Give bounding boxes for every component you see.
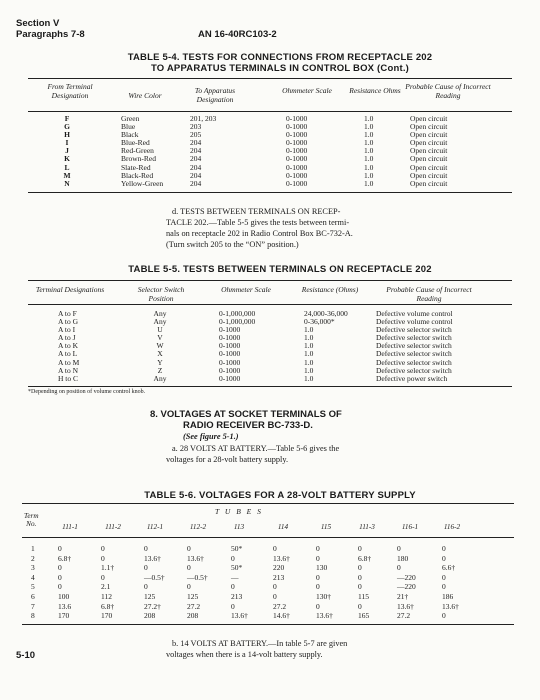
t55-cell: Defective volume control (376, 309, 453, 318)
t56-cell: 125 (144, 591, 156, 601)
t54-header-terminal: From Terminal Designation (47, 82, 93, 100)
t55-cell: 0-1,000,000 (219, 309, 256, 318)
t56-cell: 0 (397, 544, 401, 553)
section-text: Section V (16, 18, 60, 29)
t56-cell: 0 (231, 553, 235, 563)
t56-cell: 0 (442, 544, 446, 553)
paragraphs-text: Paragraphs 7-8 (16, 29, 85, 40)
table-5-4-top-rule (28, 78, 512, 79)
t54-cell: 1.0 (364, 154, 374, 164)
para-a-line1: a. 28 VOLTS AT BATTERY.—Table 5-6 gives the (172, 444, 340, 453)
t56-col-113 (231, 544, 248, 621)
t54-header-wire: Wire Color (128, 91, 162, 100)
t55-cell: Defective selector switch (376, 333, 452, 343)
t56-cell: 27.2 (273, 601, 287, 611)
t54-cell: 1.0 (364, 122, 374, 132)
t55-cell: 0-1000 (219, 357, 241, 367)
t56-cell: 13.6† (442, 601, 459, 611)
t54-cell: Slate-Red (121, 162, 151, 172)
paragraph-d (166, 206, 353, 250)
t54-cell: J (65, 146, 69, 156)
t55-cell: 0-1000 (219, 365, 241, 375)
t54-header-cause: Probable Cause of Incorrect Reading (405, 82, 491, 100)
t55-header-cause: Probable Cause of Incorrect Reading (386, 285, 472, 303)
t55-cell: 1.0 (304, 349, 314, 359)
paragraph-a (166, 443, 339, 465)
t55-col-position (140, 310, 180, 383)
t54-cell: 0-1000 (286, 130, 308, 140)
para-d-line: d. TESTS BETWEEN TERMINALS ON RECEP- (172, 207, 341, 216)
t55-cell: 1.0 (304, 333, 314, 343)
paragraph-b (166, 638, 347, 660)
section-8-heading-line1: 8. VOLTAGES AT SOCKET TERMINALS OF (150, 409, 342, 420)
t55-header-resistance: Resistance (Ohms) (301, 285, 359, 294)
t56-cell: —0.5† (144, 572, 165, 582)
t54-cell: 1.0 (364, 138, 374, 148)
t56-cell: 5 (31, 582, 35, 592)
t56-cell: 0 (231, 601, 235, 611)
t54-cell: Blue-Red (121, 138, 150, 148)
t56-cell: 1.1† (101, 563, 115, 573)
term-label-2: No. (26, 520, 37, 528)
t55-cell: Any (153, 373, 167, 383)
t56-cell: 180 (397, 553, 409, 563)
t56-cell: 125 (187, 591, 199, 601)
t56-cell: 0 (187, 544, 191, 553)
term-label-1: Term (24, 512, 39, 520)
t56-cell: 3 (31, 563, 35, 573)
t55-cell: 0-36,000* (304, 317, 335, 327)
t56-cell: 186 (442, 591, 454, 601)
t55-cell: 1.0 (304, 365, 314, 375)
t56-header: 111-2 (105, 523, 121, 531)
t54-col-wire (121, 115, 163, 188)
t54-cell: 204 (190, 162, 202, 172)
t56-header: 111-3 (359, 523, 375, 531)
t56-cell: 0 (273, 544, 277, 553)
table-5-6-header-rule (22, 537, 514, 538)
t56-cell: 170 (101, 611, 113, 621)
t56-cell: 4 (31, 572, 35, 582)
para-d-line: TACLE 202.—Table 5-5 gives the tests between termi- (166, 218, 350, 227)
t54-cell: 0-1000 (286, 146, 308, 156)
t56-col-116-1 (397, 544, 416, 621)
t54-cell: Open circuit (410, 122, 448, 132)
t55-col-terminals (58, 310, 79, 383)
t56-cell: 112 (101, 591, 112, 601)
t54-cell: Green (121, 114, 140, 123)
t56-cell: 213 (273, 572, 285, 582)
t55-cell: 1.0 (304, 341, 314, 351)
t55-cell: A to F (58, 309, 77, 318)
t56-cell: 0 (442, 572, 446, 582)
t55-cell: 0-1000 (219, 373, 241, 383)
t56-cell: 0 (101, 544, 105, 553)
see-figure-note: (See figure 5-1.) (183, 432, 239, 441)
t56-cell: 13.6† (231, 611, 248, 621)
t56-cell: —220 (397, 582, 416, 592)
t54-cell: 1.0 (364, 178, 374, 188)
t55-cell: 0-1000 (219, 325, 241, 335)
section-8-heading (150, 409, 342, 431)
t56-cell: 6.8† (58, 553, 72, 563)
t56-cell: 220 (273, 563, 285, 573)
t54-cell: Black-Red (121, 170, 154, 180)
table-5-4-bottom-rule (28, 192, 512, 193)
t56-cell: —220 (397, 572, 416, 582)
t54-cell: Blue (121, 122, 136, 132)
t55-cell: Defective volume control (376, 317, 453, 327)
t56-cell: 0 (442, 582, 446, 592)
t55-cell: A to J (58, 333, 76, 343)
term-no-header (24, 512, 39, 528)
t56-cell: —0.5† (187, 572, 208, 582)
t55-cell: W (156, 341, 164, 351)
t56-cell: 6 (31, 591, 35, 601)
t54-cell: Open circuit (410, 178, 448, 188)
t54-cell: Open circuit (410, 114, 448, 123)
t56-col-112-2 (187, 544, 208, 621)
t56-cell: 0 (316, 544, 320, 553)
t56-cell: — (231, 572, 239, 582)
page-number: 5-10 (16, 650, 36, 661)
t56-cell: 6.6† (442, 563, 456, 573)
t54-cell: N (64, 178, 70, 188)
para-a-line2: voltages for a 28-volt battery supply. (166, 455, 289, 464)
t55-cell: 24,000-36,000 (304, 309, 348, 318)
t56-cell: 208 (187, 611, 199, 621)
t56-header: 115 (320, 523, 332, 531)
t56-cell: 0 (358, 582, 362, 592)
t56-cell: 0 (442, 553, 446, 563)
t55-header-scale: Ohmmeter Scale (221, 285, 271, 294)
table-5-5-title: TABLE 5-5. TESTS BETWEEN TERMINALS ON RECEPTACLE 202 (128, 264, 432, 275)
t55-cell: V (157, 333, 163, 343)
t55-header-position: Selector Switch Position (137, 285, 185, 303)
t54-cell: F (64, 114, 70, 123)
t55-cell: 0-1000 (219, 333, 241, 343)
t56-cell: 27.2 (187, 601, 201, 611)
t56-col-111-3 (358, 544, 371, 621)
t54-cell: L (64, 162, 70, 172)
t56-cell: 27.2 (397, 611, 411, 621)
t56-cell: 213 (231, 591, 243, 601)
t56-col-116-2 (442, 544, 459, 621)
t54-cell: 0-1000 (286, 162, 308, 172)
t56-cell: 6.8† (358, 553, 372, 563)
para-d-line: nals on receptacle 202 in Radio Control Box BC-732-A. (166, 229, 353, 238)
t55-cell: Defective selector switch (376, 325, 452, 335)
t56-cell: 0 (231, 582, 235, 592)
t56-col-111-1 (58, 544, 71, 621)
t54-col-apparatus (190, 115, 216, 188)
t56-cell: 0 (101, 572, 105, 582)
t55-cell: 0-1,000,000 (219, 317, 256, 327)
t56-cell: 165 (358, 611, 370, 621)
t55-cell: A to G (58, 317, 79, 327)
t55-cell: 1.0 (304, 357, 314, 367)
t56-header: 113 (233, 523, 245, 531)
t56-cell: 50* (231, 563, 243, 573)
t55-col-resistance (304, 310, 348, 383)
t55-cell: X (157, 349, 163, 359)
t56-col-114 (273, 544, 290, 621)
t56-cell: 13.6† (187, 553, 204, 563)
para-d-line: (Turn switch 205 to the “ON” position.) (166, 240, 299, 249)
table-5-5-top-rule (28, 280, 512, 281)
t54-cell: 0-1000 (286, 114, 308, 123)
t56-col-112-1 (144, 544, 165, 621)
t56-header: 116-2 (443, 523, 461, 531)
t56-header: 112-1 (146, 523, 164, 531)
table-5-5-header-rule (28, 304, 512, 305)
table-5-5-bottom-rule (28, 386, 512, 387)
t54-cell: 205 (190, 130, 202, 140)
t55-header-terminals: Terminal Designations (35, 285, 105, 294)
t56-cell: 0 (316, 553, 320, 563)
t56-cell: 21† (397, 591, 409, 601)
table-5-4-title-line2: TO APPARATUS TERMINALS IN CONTROL BOX (Cont.) (150, 63, 410, 74)
t56-cell: 13.6† (144, 553, 161, 563)
t54-col-scale (286, 115, 307, 188)
t56-cell: 0 (358, 601, 362, 611)
t54-cell: Brown-Red (121, 154, 156, 164)
t55-cell: U (157, 325, 163, 335)
t55-cell: Any (153, 309, 167, 318)
t56-cell: 0 (101, 553, 105, 563)
t54-cell: I (65, 138, 69, 148)
t54-cell: 1.0 (364, 170, 374, 180)
t56-cell: 0 (358, 544, 362, 553)
t54-cell: M (63, 170, 71, 180)
t56-cell: 0 (144, 544, 148, 553)
t56-cell: 130 (316, 563, 328, 573)
table-5-4-header-rule (28, 111, 512, 112)
t56-cell: 0 (58, 544, 62, 553)
t54-cell: Open circuit (410, 154, 448, 164)
t56-cell: 13.6† (316, 611, 333, 621)
t54-header-apparatus: To Apparatus Designation (194, 86, 236, 104)
t54-cell: 204 (190, 138, 202, 148)
table-5-6-top-rule (22, 503, 514, 504)
t56-cell: 0 (144, 582, 148, 592)
t54-col-terminal (60, 115, 74, 188)
t56-cell: 0 (58, 572, 62, 582)
t54-cell: Open circuit (410, 162, 448, 172)
t56-cell: 0 (358, 572, 362, 582)
t56-cell: 0 (58, 563, 62, 573)
t56-cell: 13.6 (58, 601, 72, 611)
t56-cell: 0 (442, 611, 446, 621)
t56-cell: 6.8† (101, 601, 115, 611)
t56-cell: 13.6† (397, 601, 414, 611)
t56-header: 112-2 (189, 523, 207, 531)
t54-cell: 0-1000 (286, 138, 308, 148)
t56-header: 114 (277, 523, 289, 531)
table-5-4-title (60, 52, 500, 74)
t56-cell: 0 (187, 563, 191, 573)
t54-cell: Red-Green (121, 146, 154, 156)
t55-cell: 1.0 (304, 373, 314, 383)
t54-cell: 204 (190, 146, 202, 156)
t56-cell: 100 (58, 591, 70, 601)
t55-col-scale (219, 310, 255, 383)
t56-cell: 27.2† (144, 601, 161, 611)
t56-cell: 0 (358, 563, 362, 573)
t54-cell: 1.0 (364, 130, 374, 140)
t55-cell: A to I (58, 325, 76, 335)
t55-cell: Z (157, 365, 163, 375)
t56-cell: 50* (231, 544, 243, 553)
table-5-4-title-line1: TABLE 5-4. TESTS FOR CONNECTIONS FROM RECEPTACLE 202 (127, 52, 433, 63)
t56-header: 116-1 (401, 523, 419, 531)
t54-cell: G (64, 122, 70, 132)
t54-cell: 201, 203 (190, 114, 217, 123)
tubes-label: T U B E S (215, 507, 263, 516)
t55-cell: Defective power switch (376, 373, 448, 383)
t55-cell: H to C (58, 373, 79, 383)
t56-cell: 208 (144, 611, 156, 621)
t54-cell: 0-1000 (286, 170, 308, 180)
t55-cell: A to K (58, 341, 79, 351)
t56-col-115 (316, 544, 333, 621)
t56-col-term (31, 544, 35, 621)
t56-col-111-2 (101, 544, 114, 621)
t56-cell: 14.6† (273, 611, 290, 621)
t56-cell: 170 (58, 611, 70, 621)
t54-cell: Black (121, 130, 139, 140)
t54-cell: 1.0 (364, 146, 374, 156)
table-5-6-title: TABLE 5-6. VOLTAGES FOR A 28-VOLT BATTERY SUPPLY (144, 490, 416, 501)
t54-cell: 1.0 (364, 114, 374, 123)
section-8-heading-line2: RADIO RECEIVER BC-733-D. (183, 420, 313, 431)
t55-cell: Defective selector switch (376, 357, 452, 367)
t56-cell: 0 (316, 601, 320, 611)
t54-cell: Open circuit (410, 138, 448, 148)
t55-cell: Any (153, 317, 167, 327)
t54-cell: Open circuit (410, 130, 448, 140)
t55-cell: Defective selector switch (376, 341, 452, 351)
t54-cell: 204 (190, 170, 202, 180)
t56-cell: 7 (31, 601, 35, 611)
para-b-line1: b. 14 VOLTS AT BATTERY.—In table 5-7 are given (172, 639, 348, 648)
table-5-5-footnote: *Depending on position of volume control knob. (28, 389, 146, 395)
t55-cell: 0-1000 (219, 349, 241, 359)
t54-cell: 203 (190, 122, 202, 132)
t55-cell: A to M (58, 357, 80, 367)
t54-cell: H (64, 130, 70, 140)
t56-cell: 13.6† (273, 553, 290, 563)
t54-cell: K (64, 154, 70, 164)
t54-header-resistance: Resistance Ohms (349, 86, 401, 95)
document-number: AN 16-40RC103-2 (198, 29, 277, 40)
t55-cell: A to L (58, 349, 78, 359)
t56-header: 111-1 (62, 523, 78, 531)
t56-cell: 0 (144, 563, 148, 573)
t54-cell: Open circuit (410, 146, 448, 156)
t54-cell: Yellow-Green (121, 178, 164, 188)
t54-cell: 0-1000 (286, 178, 308, 188)
t55-cell: Defective selector switch (376, 349, 452, 359)
t56-cell: 0 (187, 582, 191, 592)
t56-cell: 8 (31, 611, 35, 621)
t54-cell: 1.0 (364, 162, 374, 172)
t56-cell: 0 (397, 563, 401, 573)
t55-cell: 1.0 (304, 325, 314, 335)
t54-cell: 204 (190, 154, 202, 164)
t54-cell: 0-1000 (286, 122, 308, 132)
t54-cell: Open circuit (410, 170, 448, 180)
t56-cell: 0 (316, 582, 320, 592)
t54-col-resistance (364, 115, 373, 188)
t54-cell: 0-1000 (286, 154, 308, 164)
t56-cell: 0 (58, 582, 62, 592)
t56-cell: 0 (316, 572, 320, 582)
t56-cell: 115 (358, 591, 369, 601)
t56-cell: 0 (273, 582, 277, 592)
para-b-line2: voltages when there is a 14-volt battery supply. (166, 650, 323, 659)
t56-cell: 0 (273, 591, 277, 601)
t56-cell: 130† (316, 591, 331, 601)
t54-cell: 204 (190, 178, 202, 188)
t56-cell: 1 (31, 544, 35, 553)
t55-cell: Defective selector switch (376, 365, 452, 375)
t55-col-cause (376, 310, 453, 383)
t55-cell: Y (157, 357, 163, 367)
t55-cell: 0-1000 (219, 341, 241, 351)
t56-cell: 2.1 (101, 582, 111, 592)
t55-cell: A to N (58, 365, 79, 375)
t56-cell: 2 (31, 553, 35, 563)
section-label (16, 18, 85, 40)
table-5-6-bottom-rule (22, 624, 514, 625)
t54-header-scale: Ohmmeter Scale (282, 86, 332, 95)
t54-col-cause (410, 115, 447, 188)
